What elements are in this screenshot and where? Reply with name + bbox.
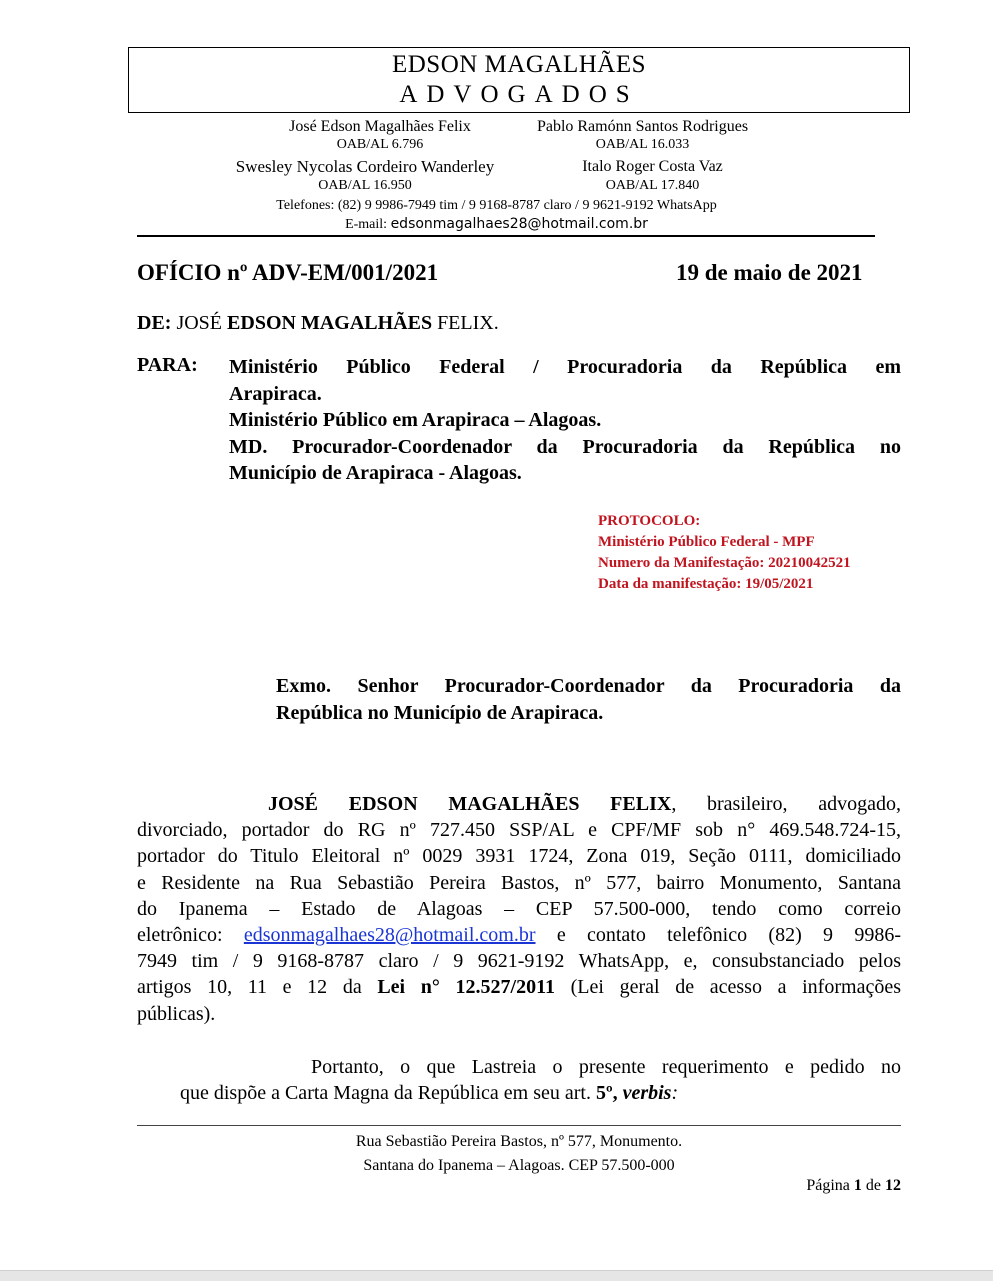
body-line xyxy=(180,1080,901,1106)
footer-address-line: Rua Sebastião Pereira Bastos, nº 577, Monumento. xyxy=(355,1133,683,1150)
protocol-line: Numero da Manifestação: 20210042521 xyxy=(598,555,851,571)
lawyer-name-4: Italo Roger Costa Vaz xyxy=(582,158,723,175)
body-text: que dispõe a Carta Magna da República em seu art. xyxy=(180,1082,596,1105)
lawyer-oab-2: OAB/AL 16.033 xyxy=(595,137,690,152)
lawyer-oab-1: OAB/AL 6.796 xyxy=(336,137,424,152)
phones-line: Telefones: (82) 9 9986-7949 tim / 9 9168-8787 claro / 9 9621-9192 WhatsApp xyxy=(276,198,717,213)
firm-name: EDSON MAGALHÃES xyxy=(391,51,647,78)
body-line: 7949 tim / 9 9168-8787 claro / 9 9621-9192 WhatsApp, e, consubstanciado pelos xyxy=(137,950,901,973)
body-line: Portanto, o que Lastreia o presente requerimento e pedido no xyxy=(311,1056,901,1078)
body-paragraph-2 xyxy=(180,1054,901,1106)
article-reference: 5º, xyxy=(595,1082,618,1105)
recipient-block xyxy=(229,354,901,487)
firm-subtitle: ADVOGADOS xyxy=(399,81,639,108)
body-line xyxy=(137,791,901,817)
protocol-line: Ministério Público Federal - MPF xyxy=(598,534,815,550)
page-current: 1 xyxy=(853,1177,862,1194)
document-date: 19 de maio de 2021 xyxy=(676,260,863,285)
protocol-stamp xyxy=(598,511,851,595)
body-text: e contato telefônico (82) 9 9986- xyxy=(535,924,901,947)
from-first-name: JOSÉ xyxy=(176,312,223,334)
protocol-line: PROTOCOLO: xyxy=(598,513,701,529)
page-total: 12 xyxy=(885,1177,901,1194)
body-paragraph-1 xyxy=(137,791,901,1027)
lawyer-name-2: Pablo Ramónn Santos Rodrigues xyxy=(536,118,749,135)
from-label: DE: xyxy=(137,312,172,334)
email-line xyxy=(0,215,993,234)
lawyer-name-1: José Edson Magalhães Felix xyxy=(289,118,471,135)
body-line: divorciado, portador do RG nº 727.450 SSP/AL e CPF/MF sob n° 469.548.724-15, xyxy=(137,819,901,842)
letterhead-box xyxy=(128,47,910,113)
recipient-line: MD. Procurador-Coordenador da Procuradoria da República no xyxy=(229,435,901,458)
salutation-line: Exmo. Senhor Procurador-Coordenador da Procuradoria da xyxy=(276,675,901,697)
body-line: públicas). xyxy=(137,1002,216,1025)
body-line: portador do Titulo Eleitoral nº 0029 3931 1724, Zona 019, Seção 0111, domiciliado xyxy=(137,845,901,868)
footer-address xyxy=(137,1130,901,1178)
body-text: eletrônico: xyxy=(137,924,244,947)
footer-rule xyxy=(137,1125,901,1126)
lawyer-name-3: Swesley Nycolas Cordeiro Wanderley xyxy=(235,157,495,176)
from-surname: EDSON MAGALHÃES xyxy=(227,312,433,334)
email-link[interactable]: edsonmagalhaes28@hotmail.com.br xyxy=(243,924,536,947)
verbis: verbis xyxy=(622,1082,672,1105)
body-text: : xyxy=(671,1082,679,1105)
recipient-line: Ministério Público em Arapiraca – Alagoas. xyxy=(229,409,602,431)
from-last-name: FELIX. xyxy=(437,312,499,334)
lawyer-oab-4: OAB/AL 17.840 xyxy=(605,178,700,193)
page-edge xyxy=(0,1270,993,1281)
page-number xyxy=(806,1177,901,1195)
email-label: E-mail: xyxy=(345,217,388,232)
body-line: do Ipanema – Estado de Alagoas – CEP 57.500-000, tendo como correio xyxy=(137,897,901,920)
body-text: artigos 10, 11 e 12 da xyxy=(137,976,378,999)
lawyer-oab-3: OAB/AL 16.950 xyxy=(318,178,412,193)
salutation xyxy=(276,673,901,726)
body-text: , brasileiro, advogado, xyxy=(671,793,902,815)
letterhead-email: edsonmagalhaes28@hotmail.com.br xyxy=(390,216,648,232)
page-of: de xyxy=(865,1177,881,1194)
from-line xyxy=(137,312,499,335)
page-word: Página xyxy=(806,1177,850,1194)
law-reference: Lei n° 12.527/2011 xyxy=(377,976,555,999)
body-line xyxy=(137,922,901,948)
requester-name: JOSÉ EDSON MAGALHÃES FELIX xyxy=(268,793,672,815)
recipient-line: Ministério Público Federal / Procuradoria da República em xyxy=(229,356,901,378)
protocol-line: Data da manifestação: 19/05/2021 xyxy=(598,576,814,592)
body-line: e Residente na Rua Sebastião Pereira Bastos, nº 577, bairro Monumento, Santana xyxy=(137,871,901,894)
body-text: (Lei geral de acesso a informações xyxy=(555,976,901,999)
recipient-line: Município de Arapiraca - Alagoas. xyxy=(229,462,522,484)
to-label: PARA: xyxy=(137,354,198,376)
document-number: OFÍCIO nº ADV-EM/001/2021 xyxy=(137,260,439,285)
salutation-line: República no Município de Arapiraca. xyxy=(276,701,604,724)
body-line xyxy=(137,974,901,1000)
recipient-line: Arapiraca. xyxy=(229,382,322,405)
header-rule xyxy=(137,235,875,237)
footer-address-line: Santana do Ipanema – Alagoas. CEP 57.500-000 xyxy=(363,1157,675,1174)
